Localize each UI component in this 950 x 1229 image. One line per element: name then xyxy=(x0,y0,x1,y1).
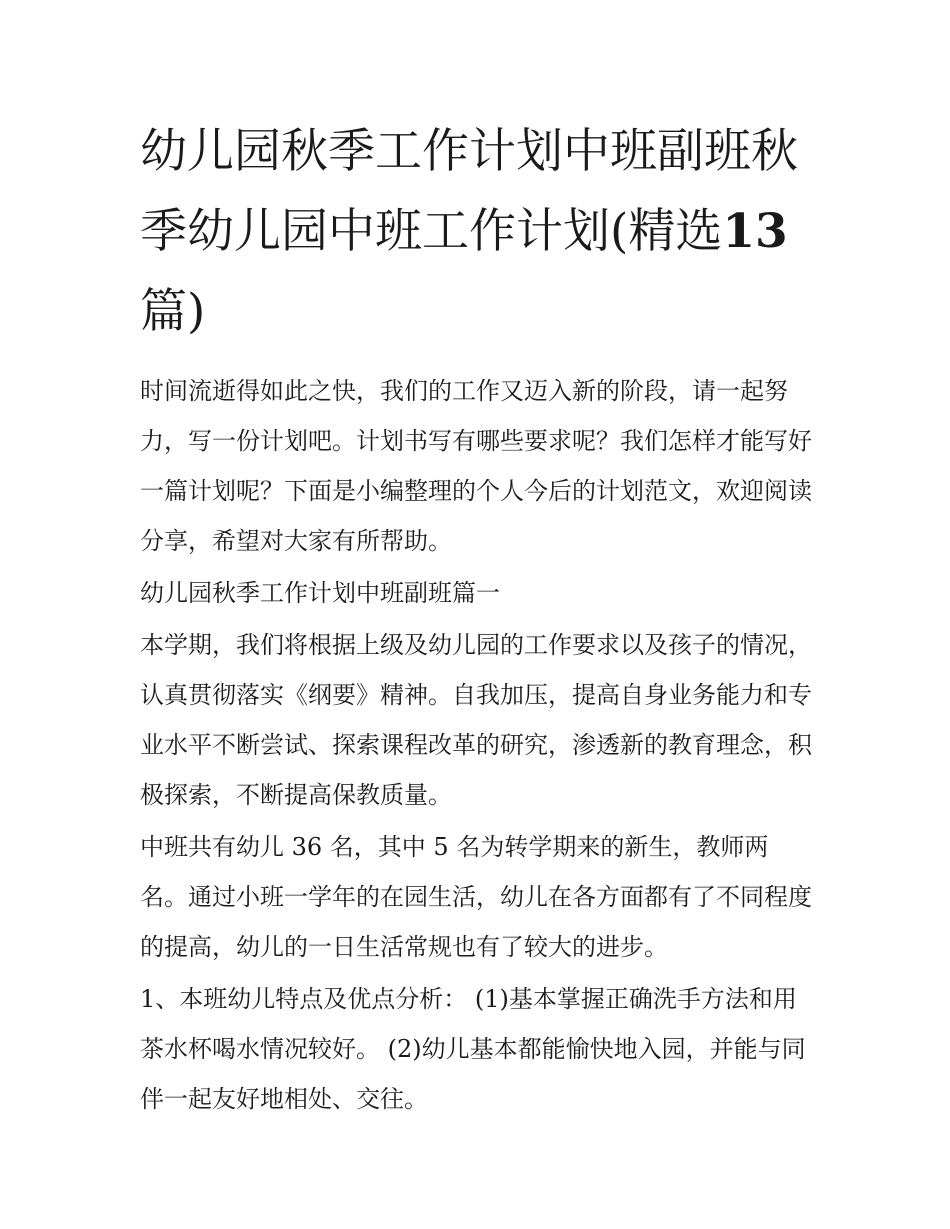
document-page xyxy=(140,112,816,1126)
title-suffix: 篇) xyxy=(140,284,206,339)
body-paragraph: 本学期，我们将根据上级及幼儿园的工作要求以及孩子的情况，认真贯彻落实《纲要》精神。自我加压，提高自身业务能力和专业水平不断尝试、探索课程改革的研究，渗透新的教育理念，积极探索，不断提高保教质量。 xyxy=(140,631,812,809)
body-paragraph: 中班共有幼儿 36 名，其中 5 名为转学期来的新生，教师两名。通过小班一学年的在园生活，幼儿在各方面都有了不同程度的提高，幼儿的一日生活常规也有了较大的进步。 xyxy=(140,833,812,961)
title-count: 13 xyxy=(722,204,788,259)
document-title xyxy=(140,112,816,352)
intro-paragraph: 时间流逝得如此之快，我们的工作又迈入新的阶段，请一起努力，写一份计划吧。计划书写有哪些要求呢？我们怎样才能写好一篇计划呢？下面是小编整理的个人今后的计划范文，欢迎阅读分享，希望对大家有所帮助。 xyxy=(140,377,812,555)
section-heading: 幼儿园秋季工作计划中班副班篇一 xyxy=(140,579,500,607)
body-paragraph: 1、本班幼儿特点及优点分析： (1)基本掌握正确洗手方法和用茶水杯喝水情况较好。 (2)幼儿基本都能愉快地入园，并能与同伴一起友好地相处、交往。 xyxy=(140,985,806,1113)
title-text: 幼儿园秋季工作计划中班副班秋季幼儿园中班工作计划(精选 xyxy=(140,124,798,259)
